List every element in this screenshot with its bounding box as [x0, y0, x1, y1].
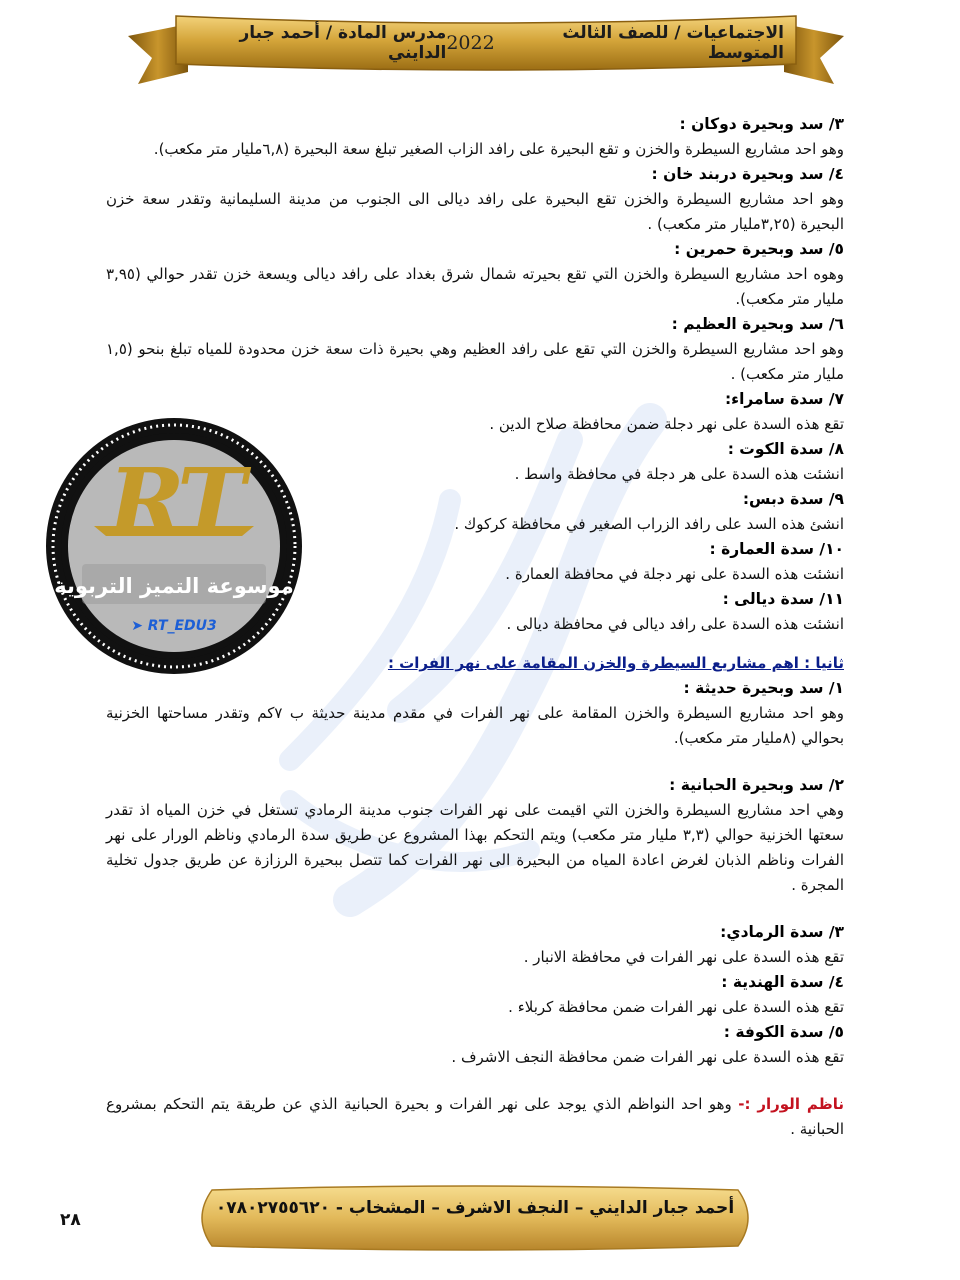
list-item	[106, 387, 844, 437]
logo-letters: RT	[108, 448, 240, 556]
item-body: وهو احد مشاريع السيطرة والخزن المقامة على نهر الفرات في مقدم مدينة حديثة ب ٧كم وتقدر مساحتها الخزنية بحوالي (٨مليار متر مكعب).	[106, 704, 844, 747]
list-item	[106, 920, 844, 970]
footer-ribbon	[192, 1184, 758, 1252]
item-body: تقع هذه السدة على نهر دجلة ضمن محافظة صلاح الدين .	[489, 415, 844, 433]
item-heading: ٤/ سدة الهندية :	[721, 973, 844, 991]
item-body: وهو احد مشاريع السيطرة والخزن التي تقع على رافد العظيم وهي بحيرة ذات سعة خزن محدودة للمياه تبلغ بنحو (١,٥ مليار متر مكعب) .	[106, 340, 844, 383]
item-heading: ١١/ سدة ديالى :	[722, 590, 844, 608]
header-teacher: مدرس المادة / أحمد جبار الدايني	[239, 23, 447, 63]
part2-list	[106, 676, 844, 1070]
header-ribbon	[128, 6, 844, 86]
item-body: وهو احد مشاريع السيطرة والخزن و تقع البحيرة على رافد الزاب الصغير تبلغ سعة البحيرة (٦,٨مليار متر مكعب).	[153, 140, 844, 158]
item-body: انشئ هذه السد على رافد الزراب الصغير في محافظة كركوك .	[454, 515, 844, 533]
list-item	[106, 773, 844, 898]
spacer	[106, 1070, 844, 1092]
telegram-icon: ➤	[131, 618, 143, 634]
list-item	[106, 970, 844, 1020]
list-item	[106, 112, 844, 162]
note-label: ناظم الورار :-	[738, 1095, 845, 1113]
header-year: 2022	[446, 32, 495, 54]
part1-list	[106, 112, 844, 637]
header-subject: الاجتماعيات / للصف الثالث المتوسط	[562, 23, 784, 63]
item-heading: ٣/ سدة الرمادي:	[720, 923, 844, 941]
logo-handle-text: RT_EDU3	[147, 618, 217, 634]
list-item	[106, 487, 844, 537]
list-item	[106, 587, 844, 637]
list-item	[106, 537, 844, 587]
list-item	[106, 1020, 844, 1070]
section-title: ثانيا : اهم مشاريع السيطرة والخزن المقامة على نهر الفرات :	[387, 654, 844, 672]
item-heading: ٧/ سدة سامراء:	[724, 390, 844, 408]
item-body: انشئت هذه السدة على رافد ديالى في محافظة ديالى .	[506, 615, 844, 633]
list-item	[106, 312, 844, 387]
item-body: وهو احد مشاريع السيطرة والخزن تقع البحيرة على رافد ديالى الى الجنوب من مدينة السليمانية وتقدر سعة خزن البحيرة (٣,٢٥مليار متر مكعب) .	[106, 190, 844, 233]
list-item	[106, 676, 844, 751]
spacer	[106, 751, 844, 773]
spacer	[106, 898, 844, 920]
item-heading: ٢/ سد وبحيرة الحبانية :	[669, 776, 844, 794]
item-heading: ٨/ سدة الكوت :	[727, 440, 844, 458]
list-item	[106, 437, 844, 487]
item-heading: ١٠/ سدة العمارة :	[709, 540, 844, 558]
item-heading: ٥/ سد وبحيرة حمرين :	[674, 240, 844, 258]
item-body: انشئت هذه السدة على نهر دجلة في محافظة العمارة .	[505, 565, 844, 583]
document-body	[106, 112, 844, 1142]
item-body: وهي احد مشاريع السيطرة والخزن التي اقيمت على نهر الفرات جنوب مدينة الرمادي تستغل في خزن المياه اذ تقدر سعتها الخزنية حوالي (٣,٣ مليار متر مكعب) ويتم التحكم بهذا المشروع عن طريق سدة الرمادي وناظم الورار على نهر الفرات وناظم الذبان لغرض اعادة المياه من البحيرة الى نهر الفرات كما تتصل ببحيرة الرزازة عن طريق جدول تخلية المجرة .	[106, 801, 844, 894]
note-paragraph	[106, 1092, 844, 1142]
item-heading: ٤/ سد وبحيرة دربند خان :	[651, 165, 844, 183]
item-body: تقع هذه السدة على نهر الفرات ضمن محافظة النجف الاشرف .	[451, 1048, 844, 1066]
page-number: ٢٨	[60, 1210, 81, 1230]
item-heading: ٦/ سد وبحيرة العظيم :	[671, 315, 844, 333]
item-body: تقع هذه السدة على نهر الفرات في محافظة الانبار .	[523, 948, 844, 966]
item-heading: ١/ سد وبحيرة حديثة :	[683, 679, 844, 697]
item-heading: ٥/ سدة الكوفة :	[723, 1023, 844, 1041]
list-item	[106, 162, 844, 237]
list-item	[106, 237, 844, 312]
item-heading: ٣/ سد وبحيرة دوكان :	[679, 115, 844, 133]
footer-text: أحمد جبار الدايني – النجف الاشرف – المشخاب - ٠٧٨٠٢٧٥٥٦٢٠	[215, 1198, 735, 1218]
note-text: وهو احد النواظم الذي يوجد على نهر الفرات و بحيرة الحبانية الذي عن طريقة يتم التحكم بمشروع الحبانية .	[106, 1095, 844, 1138]
item-body: تقع هذه السدة على نهر الفرات ضمن محافظة كربلاء .	[508, 998, 844, 1016]
item-body: وهوه احد مشاريع السيطرة والخزن التي تقع بحيرته شمال شرق بغداد على رافد ديالى ويسعة خزن تقدر حوالي (٣,٩٥ مليار متر مكعب).	[106, 265, 844, 308]
item-body: انشئت هذه السدة على هر دجلة في محافظة واسط .	[514, 465, 844, 483]
logo-name: موسوعة التميز التربوية	[54, 574, 294, 598]
item-heading: ٩/ سدة دبس:	[742, 490, 844, 508]
